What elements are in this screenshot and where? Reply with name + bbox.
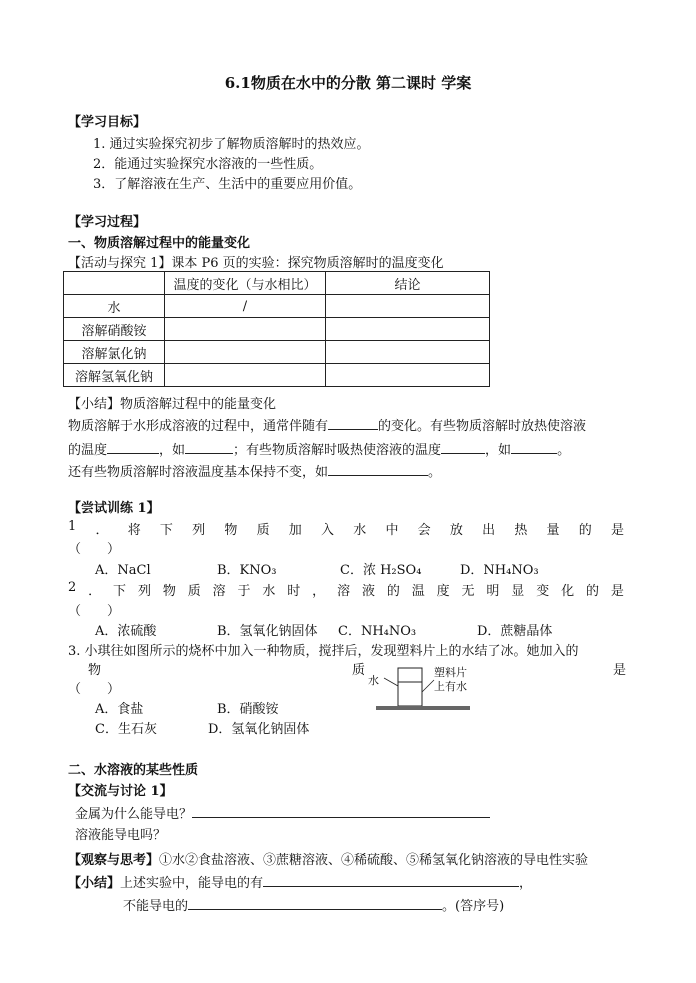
table-cell: /	[165, 295, 326, 318]
table-row	[64, 341, 490, 364]
objectives-heading: 【学习目标】	[68, 115, 147, 130]
q1-option: C．浓 H₂SO₄	[340, 563, 422, 578]
fill-blank[interactable]	[328, 416, 378, 430]
table-cell	[326, 295, 490, 318]
question-char: 是	[610, 584, 624, 599]
summary-text: ，如	[485, 443, 512, 458]
question-char: 的	[585, 584, 599, 599]
table-cell	[165, 318, 326, 341]
question-char: 变	[536, 584, 550, 599]
fill-blank[interactable]	[185, 440, 233, 454]
q3-word: 质	[352, 663, 366, 678]
section2-heading: 二、水溶液的某些性质	[68, 763, 199, 778]
fill-blank[interactable]	[263, 873, 519, 887]
fill-blank[interactable]	[107, 440, 159, 454]
summary-label: 【小结】	[68, 876, 121, 891]
q2-option: C．NH₄NO₃	[338, 624, 417, 639]
q2-option: B．氢氧化钠固体	[217, 624, 318, 639]
objective-item: 3．了解溶液在生产、生活中的重要应用价值。	[93, 177, 362, 192]
table-row	[64, 318, 490, 341]
table-cell	[165, 341, 326, 364]
table-row	[64, 364, 490, 387]
solution-question: 溶液能导电吗？	[75, 828, 167, 843]
table-header-cell: 结论	[326, 272, 490, 295]
question-char: 于	[237, 584, 251, 599]
beaker-outline	[398, 668, 422, 706]
question-char: 热	[514, 523, 528, 538]
question-3: 3. 小琪往如图所示的烧杯中加入一种物质，搅拌后，发现塑料片上的水结了冰。她加入的	[68, 644, 579, 659]
fill-blank[interactable]	[328, 462, 428, 476]
summary-text: 还有些物质溶解时溶液温度基本保持不变，如	[68, 465, 329, 480]
figure-label-plastic: 上有水	[434, 680, 467, 693]
table-header-cell	[64, 272, 165, 295]
table-header-cell: 温度的变化（与水相比）	[165, 272, 326, 295]
question-char: 量	[546, 523, 560, 538]
table-cell	[326, 318, 490, 341]
page-title: 6.1物质在水中的分散 第二课时 学案	[224, 74, 472, 92]
section1-heading: 一、物质溶解过程中的能量变化	[68, 236, 251, 251]
question-char: 溶	[212, 584, 226, 599]
question-char: ．	[95, 523, 109, 538]
objective-item: 2．能通过实验探究水溶液的一些性质。	[93, 157, 323, 172]
table-cell	[326, 341, 490, 364]
summary-line-3	[68, 461, 441, 480]
table-cell: 溶解硝酸铵	[64, 318, 165, 341]
q3-word: 是	[613, 663, 627, 678]
answer-paren: （ ）	[68, 542, 121, 557]
summary-text: 。(答序号)	[442, 899, 505, 914]
q3-option: A．食盐	[95, 702, 144, 717]
activity-title: 【活动与探究 1】课本 P6 页的实验：探究物质溶解时的温度变化	[68, 256, 444, 271]
summary-text: ；有些物质溶解时吸热使溶液的温度	[233, 443, 442, 458]
summary-text: ，	[519, 876, 533, 891]
question-char: ，	[312, 584, 326, 599]
label-pointer	[384, 678, 398, 686]
question-char: 入	[321, 523, 335, 538]
answer-paren: （ ）	[68, 682, 121, 697]
temperature-table	[63, 271, 490, 387]
summary2-line-2	[123, 895, 504, 914]
question-char: 加	[288, 523, 302, 538]
summary-title: 【小结】物质溶解过程中的能量变化	[68, 397, 277, 412]
summary-text: ，如	[159, 443, 186, 458]
summary-line-1	[68, 415, 586, 434]
question-char: 水	[262, 584, 276, 599]
question-char: 时	[287, 584, 301, 599]
figure-label-plastic: 塑料片	[434, 666, 467, 679]
question-char: 出	[482, 523, 496, 538]
question-char: 化	[561, 584, 575, 599]
q1-option: D．NH₄NO₃	[460, 563, 539, 578]
observe-label: 【观察与思考】	[68, 853, 160, 868]
metal-question	[75, 803, 490, 822]
summary-text: 。	[557, 443, 571, 458]
question-char: 列	[192, 523, 206, 538]
discussion-heading: 【交流与讨论 1】	[68, 784, 173, 799]
question-1	[68, 519, 624, 538]
question-char: ．	[88, 584, 102, 599]
question-char: 中	[385, 523, 399, 538]
q3-option: D．氢氧化钠固体	[208, 722, 310, 737]
question-char: 会	[417, 523, 431, 538]
process-heading: 【学习过程】	[68, 215, 147, 230]
question-char: 温	[411, 584, 425, 599]
question-char: 下	[159, 523, 173, 538]
q2-option: A．浓硫酸	[95, 624, 157, 639]
summary-text: 物质溶解于水形成溶液的过程中，通常伴随有	[68, 419, 329, 434]
table-row	[64, 295, 490, 318]
question-char: 1	[68, 519, 77, 534]
question-text: 金属为什么能导电？	[75, 807, 193, 822]
table-cell: 溶解氯化钠	[64, 341, 165, 364]
summary-text: 的变化。有些物质溶解时放热使溶液	[378, 419, 587, 434]
exercise-heading: 【尝试训练 1】	[68, 501, 160, 516]
question-char: 显	[511, 584, 525, 599]
question-char: 2	[68, 580, 77, 595]
question-char: 的	[386, 584, 400, 599]
question-char: 物	[162, 584, 176, 599]
summary-text: 不能导电的	[123, 899, 189, 914]
fill-blank[interactable]	[192, 804, 490, 818]
plastic-sheet	[376, 706, 470, 710]
objective-item: 1. 通过实验探究初步了解物质溶解时的热效应。	[93, 137, 370, 152]
figure-label-water: 水	[368, 674, 379, 687]
question-char: 的	[578, 523, 592, 538]
question-char: 质	[187, 584, 201, 599]
question-char: 质	[256, 523, 270, 538]
question-char: 液	[361, 584, 375, 599]
summary-line-2	[68, 439, 570, 458]
fill-blank[interactable]	[511, 440, 557, 454]
summary2-line-1	[68, 872, 532, 891]
summary-text: 。	[428, 465, 442, 480]
label-pointer	[422, 680, 434, 692]
table-cell: 溶解氢氧化钠	[64, 364, 165, 387]
question-char: 无	[461, 584, 475, 599]
question-char: 物	[224, 523, 238, 538]
question-char: 列	[137, 584, 151, 599]
question-char: 下	[113, 584, 127, 599]
question-char: 度	[436, 584, 450, 599]
summary-text: 的温度	[68, 443, 108, 458]
question-2	[68, 580, 624, 599]
question-char: 水	[353, 523, 367, 538]
q3-word: 物	[88, 663, 102, 678]
observe-line	[68, 849, 588, 868]
question-char: 溶	[337, 584, 351, 599]
q3-option: C．生石灰	[95, 722, 157, 737]
observe-text: ①水②食盐溶液、③蔗糖溶液、④稀硫酸、⑤稀氢氧化钠溶液的导电性实验	[159, 853, 589, 868]
question-char: 放	[449, 523, 463, 538]
q2-option: D．蔗糖晶体	[477, 624, 553, 639]
table-cell	[165, 364, 326, 387]
question-char: 将	[127, 523, 141, 538]
q3-option: B．硝酸铵	[217, 702, 279, 717]
fill-blank[interactable]	[188, 896, 442, 910]
q1-option: B．KNO₃	[217, 563, 277, 578]
question-char: 明	[486, 584, 500, 599]
answer-paren: （ ）	[68, 604, 121, 619]
table-cell: 水	[64, 295, 165, 318]
q1-option: A．NaCl	[95, 563, 151, 578]
fill-blank[interactable]	[441, 440, 485, 454]
question-char: 是	[610, 523, 624, 538]
table-cell	[326, 364, 490, 387]
summary-text: 上述实验中，能导电的有	[120, 876, 264, 891]
